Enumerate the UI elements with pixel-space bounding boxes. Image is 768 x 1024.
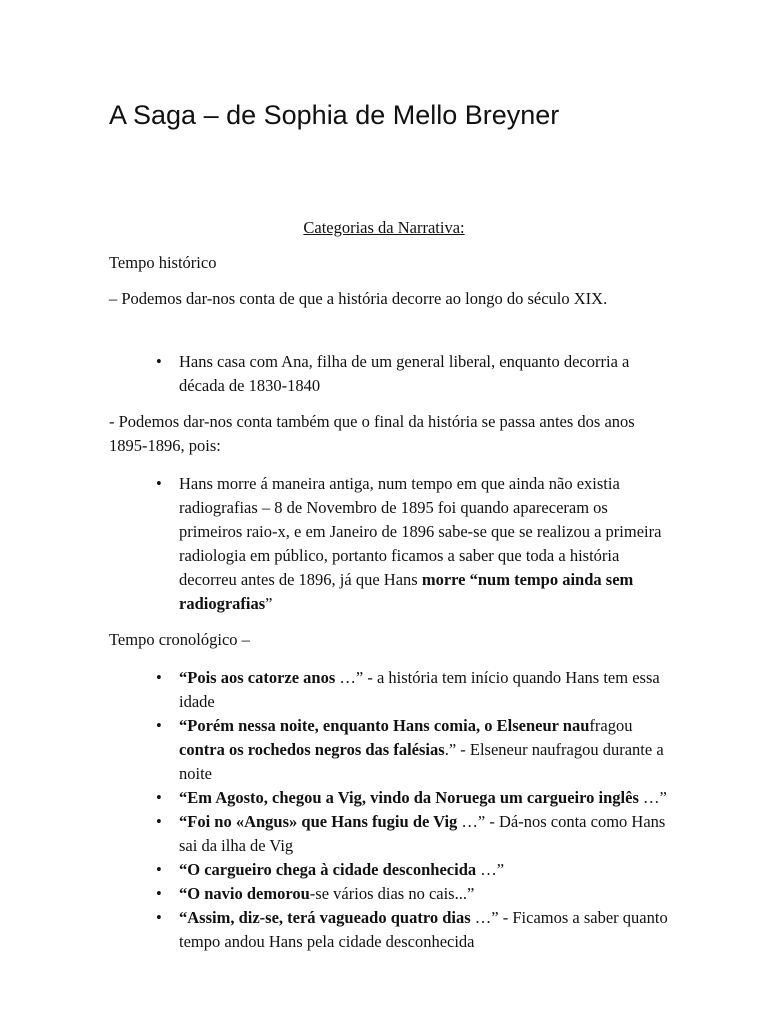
list-item-text: Hans morre á maneira antiga, num tempo em que ainda não existia radiografias – 8 de Novembro de 1895 foi quando apareceram os primeiros raio-x, e em Janeiro de 1896 sabe-se que se realizou a primeira radiologia em público, portanto ficamos a saber que toda a história decorreu antes de 1896, já que Hans xyxy=(179,474,662,589)
list-item-bold-text: “Pois aos catorze anos xyxy=(179,668,336,687)
list-item-text-end: ” xyxy=(265,594,273,613)
tempo-cronologico-list xyxy=(109,666,669,954)
list-item-text: …” - a história tem início quando Hans tem essa idade xyxy=(179,668,660,711)
list-item-text: -se vários dias no cais...” xyxy=(309,884,475,903)
tempo-historico-list-1 xyxy=(109,350,669,398)
list-item xyxy=(109,858,669,882)
bullet-icon: • xyxy=(156,812,162,831)
list-item xyxy=(109,882,669,906)
tempo-historico-para2: - Podemos dar-nos conta também que o final da história se passa antes dos anos 1895-1896, pois: xyxy=(109,412,635,455)
list-item-bold-text: “Porém nessa noite, enquanto Hans comia, o Elseneur nau xyxy=(179,716,590,735)
list-item-text: …” xyxy=(476,860,505,879)
list-item-bold-text: “Foi no «Angus» que Hans fugiu de Vig xyxy=(179,812,458,831)
list-item-text: fragou xyxy=(589,716,633,735)
bullet-icon: • xyxy=(156,716,162,735)
tempo-historico-heading: Tempo histórico xyxy=(109,253,217,272)
list-item xyxy=(109,714,669,786)
list-item-bold-text: “O navio demorou xyxy=(179,884,310,903)
bullet-icon: • xyxy=(156,908,162,927)
list-item-text: Hans casa com Ana, filha de um general liberal, enquanto decorria a década de 1830-1840 xyxy=(179,352,630,395)
list-item-bold-text: “O cargueiro chega à cidade desconhecida xyxy=(179,860,477,879)
list-item xyxy=(109,786,669,810)
section-heading: Categorias da Narrativa: xyxy=(303,218,465,237)
list-item-text-2: .” - Elseneur naufragou durante a noite xyxy=(179,740,664,783)
list-item-bold-text: “Assim, diz-se, terá vagueado quatro dias xyxy=(179,908,471,927)
list-item-bold-text: morre “num tempo ainda sem radiografias xyxy=(179,570,634,613)
list-item xyxy=(109,666,669,714)
tempo-historico-intro: – Podemos dar-nos conta de que a história decorre ao longo do século XIX. xyxy=(109,289,608,308)
bullet-icon: • xyxy=(156,884,162,903)
bullet-icon: • xyxy=(156,668,162,687)
document-title: A Saga – de Sophia de Mello Breyner xyxy=(109,100,560,130)
tempo-historico-list-2 xyxy=(109,472,669,616)
list-item-bold-text-2: contra os rochedos negros das falésias xyxy=(179,740,445,759)
bullet-icon: • xyxy=(156,474,162,493)
list-item-bold-text: “Em Agosto, chegou a Vig, vindo da Noruega um cargueiro inglês xyxy=(179,788,639,807)
list-item xyxy=(109,472,669,616)
tempo-cronologico-heading: Tempo cronológico – xyxy=(109,630,250,649)
list-item-text: …” xyxy=(638,788,667,807)
list-item xyxy=(109,810,669,858)
list-item xyxy=(109,350,669,398)
list-item-text: …” - Dá-nos conta como Hans sai da ilha de Vig xyxy=(179,812,666,855)
bullet-icon: • xyxy=(156,788,162,807)
bullet-icon: • xyxy=(156,860,162,879)
bullet-icon: • xyxy=(156,352,162,371)
list-item-text: …” - Ficamos a saber quanto tempo andou Hans pela cidade desconhecida xyxy=(179,908,668,951)
list-item xyxy=(109,906,669,954)
